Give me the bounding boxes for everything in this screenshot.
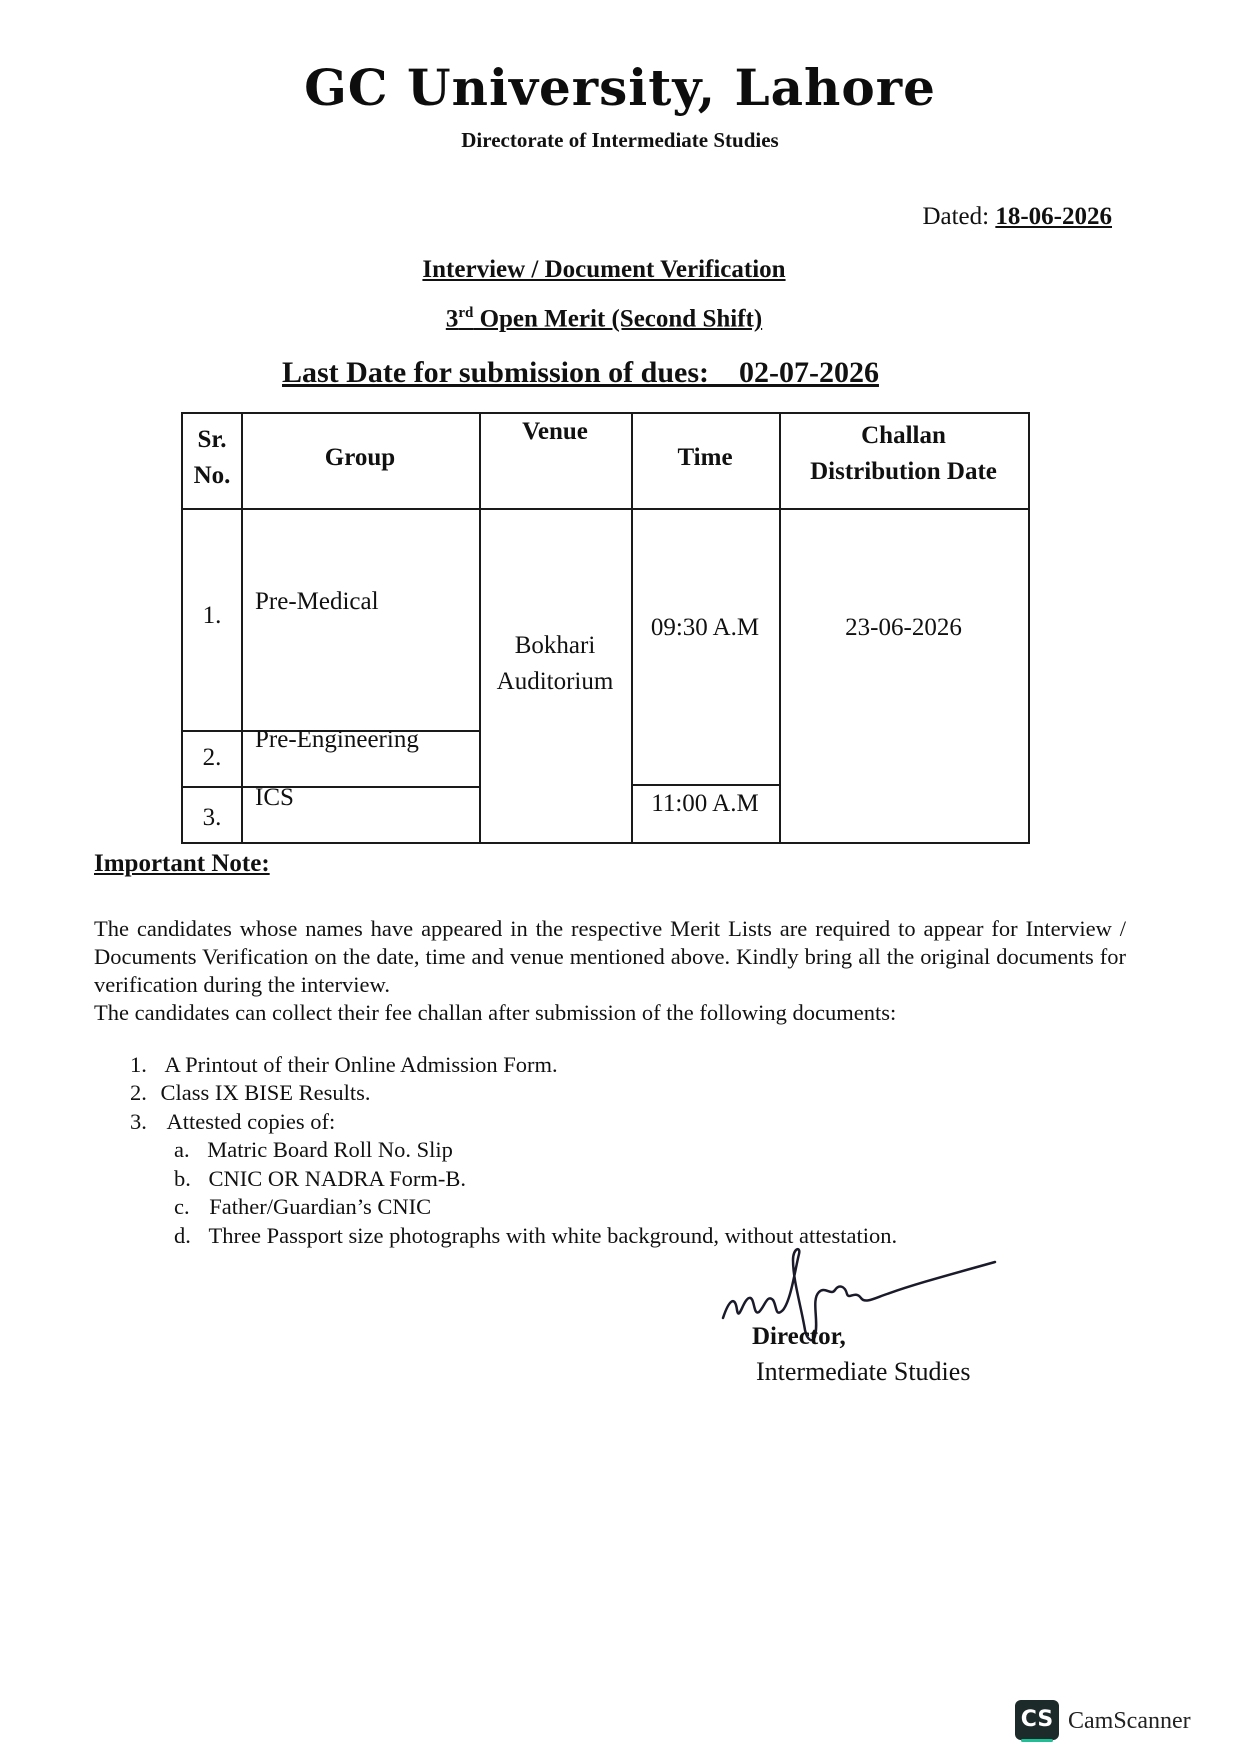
sublist-item (174, 1137, 453, 1163)
merit-heading (0, 305, 1208, 333)
sublist-item-text: Three Passport size photographs with white background, without attestation. (208, 1223, 898, 1248)
row-3-group: ICS (255, 784, 294, 811)
list-item-number: 1. (130, 1052, 147, 1077)
sublist-item-text: Father/Guardian’s CNIC (209, 1194, 432, 1219)
header-challan-line2: Distribution Date (810, 458, 997, 485)
schedule-table (181, 412, 1030, 844)
last-date-heading: Last Date for submission of dues: 02-07-2026 (282, 356, 879, 389)
sublist-item-text: Matric Board Roll No. Slip (207, 1137, 453, 1162)
header-venue: Venue (522, 418, 588, 445)
important-note-heading: Important Note: (94, 850, 270, 877)
note-paragraph: The candidates whose names have appeared in the respective Merit Lists are required to appear for Interview / Documents Verification on the date, time and venue mentioned above. Kindly bring all the original documents for verification during the interview. (94, 916, 1126, 997)
dated-value: 18-06-2026 (995, 203, 1112, 230)
header-challan-line1: Challan (861, 422, 946, 449)
merit-sup: rd (458, 305, 474, 321)
list-item-number: 3. (130, 1109, 147, 1134)
list-item-text: Class IX BISE Results. (160, 1080, 371, 1105)
row-3-sr: 3. (202, 804, 222, 831)
sublist-item-letter: a. (174, 1137, 190, 1162)
venue-line1: Bokhari (514, 632, 596, 659)
list-item-number: 2. (130, 1080, 147, 1105)
dated-label: Dated: (922, 203, 990, 230)
venue-cell (479, 628, 631, 700)
list-item (130, 1109, 335, 1135)
dated-line (922, 203, 1112, 231)
signatory-department: Intermediate Studies (756, 1357, 971, 1386)
camscanner-watermark: CamScanner (1068, 1708, 1191, 1734)
header-sr-line2: No. (193, 462, 231, 489)
row-2-group: Pre-Engineering (255, 726, 419, 753)
directorate-subtitle: Directorate of Intermediate Studies (461, 128, 779, 152)
sublist-item-letter: c. (174, 1194, 190, 1219)
time-cell-2: 11:00 A.M (651, 790, 759, 817)
list-item-text: Attested copies of: (166, 1109, 336, 1134)
note-paragraph-2: The candidates can collect their fee challan after submission of the following documents: (94, 1000, 897, 1025)
camscanner-logo-icon: CS (1015, 1700, 1059, 1740)
sublist-item-letter: b. (174, 1166, 191, 1191)
table-divider (183, 508, 1028, 510)
table-divider (183, 786, 481, 788)
venue-line2: Auditorium (496, 668, 614, 695)
header-sr (183, 422, 241, 494)
header-challan (779, 418, 1028, 490)
signatory-title: Director, (752, 1323, 846, 1350)
notice-title: Interview / Document Verification (422, 256, 786, 283)
table-divider (241, 414, 243, 842)
merit-rest: Open Merit (Second Shift) (473, 305, 763, 333)
sublist-item (174, 1166, 466, 1192)
header-time: Time (677, 444, 733, 471)
university-title: GC University, Lahore (304, 58, 936, 117)
sublist-item-letter: d. (174, 1223, 191, 1248)
list-item (130, 1080, 371, 1106)
table-divider (631, 784, 781, 786)
time-cell-1: 09:30 A.M (650, 614, 760, 641)
header-sr-line1: Sr. (197, 426, 227, 453)
challan-date-cell: 23-06-2026 (845, 614, 962, 641)
list-item (130, 1052, 558, 1078)
row-1-sr: 1. (202, 602, 222, 629)
row-2-sr: 2. (202, 744, 222, 771)
row-1-group: Pre-Medical (255, 588, 379, 615)
header-group: Group (324, 444, 396, 471)
sublist-item (174, 1194, 431, 1220)
merit-prefix: 3 (445, 305, 459, 333)
list-item-text: A Printout of their Online Admission Form. (164, 1052, 558, 1077)
sublist-item-text: CNIC OR NADRA Form-B. (208, 1166, 467, 1191)
